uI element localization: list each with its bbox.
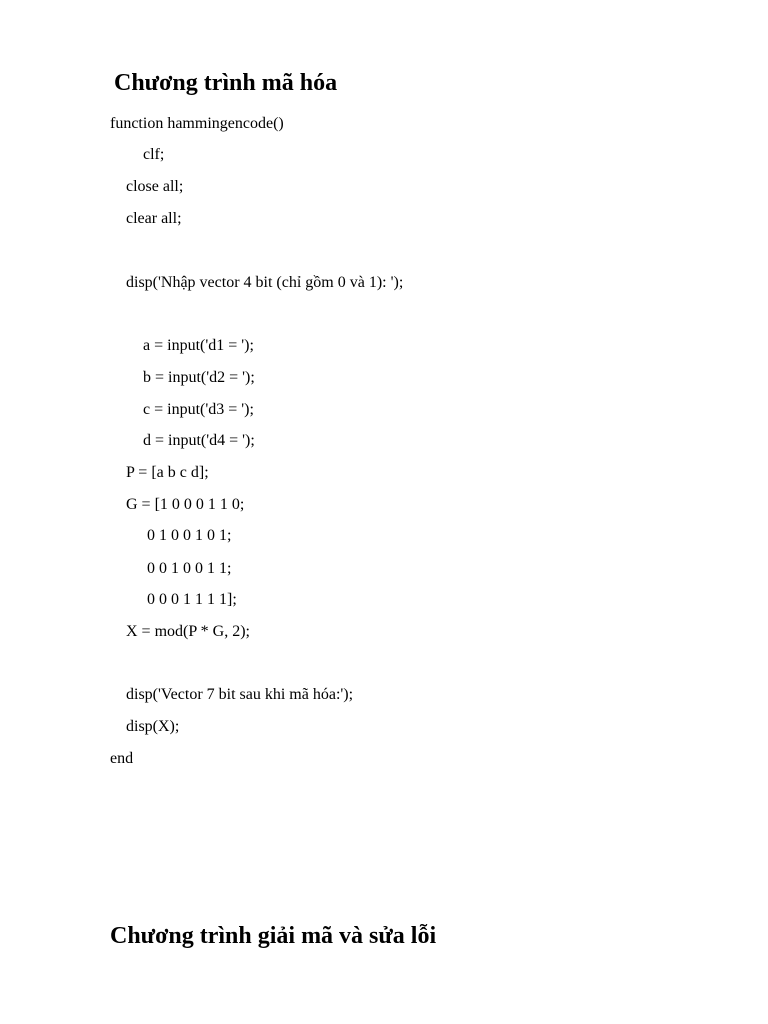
code-line: c = input('d3 = '); xyxy=(143,401,254,418)
code-line: disp('Vector 7 bit sau khi mã hóa:'); xyxy=(126,686,354,703)
code-line: b = input('d2 = '); xyxy=(143,369,255,386)
code-line: 0 1 0 0 1 0 1; xyxy=(147,527,232,544)
code-line: close all; xyxy=(126,178,184,195)
code-line: function hammingencode() xyxy=(110,115,284,132)
code-line: end xyxy=(110,750,134,767)
code-line: disp(X); xyxy=(126,718,180,735)
code-line: clf; xyxy=(143,146,165,163)
code-line: disp('Nhập vector 4 bit (chỉ gồm 0 và 1): '); xyxy=(126,274,404,291)
code-line: X = mod(P * G, 2); xyxy=(126,623,250,640)
code-line: 0 0 0 1 1 1 1]; xyxy=(147,591,237,608)
code-line: d = input('d4 = '); xyxy=(143,432,255,449)
code-line: G = [1 0 0 0 1 1 0; xyxy=(126,496,245,513)
code-line: 0 0 1 0 0 1 1; xyxy=(147,560,232,577)
code-line: a = input('d1 = '); xyxy=(143,337,254,354)
code-line: P = [a b c d]; xyxy=(126,464,209,481)
encode-program-heading: Chương trình mã hóa xyxy=(114,70,338,96)
decode-program-heading: Chương trình giải mã và sửa lỗi xyxy=(110,923,437,949)
code-line: clear all; xyxy=(126,210,182,227)
